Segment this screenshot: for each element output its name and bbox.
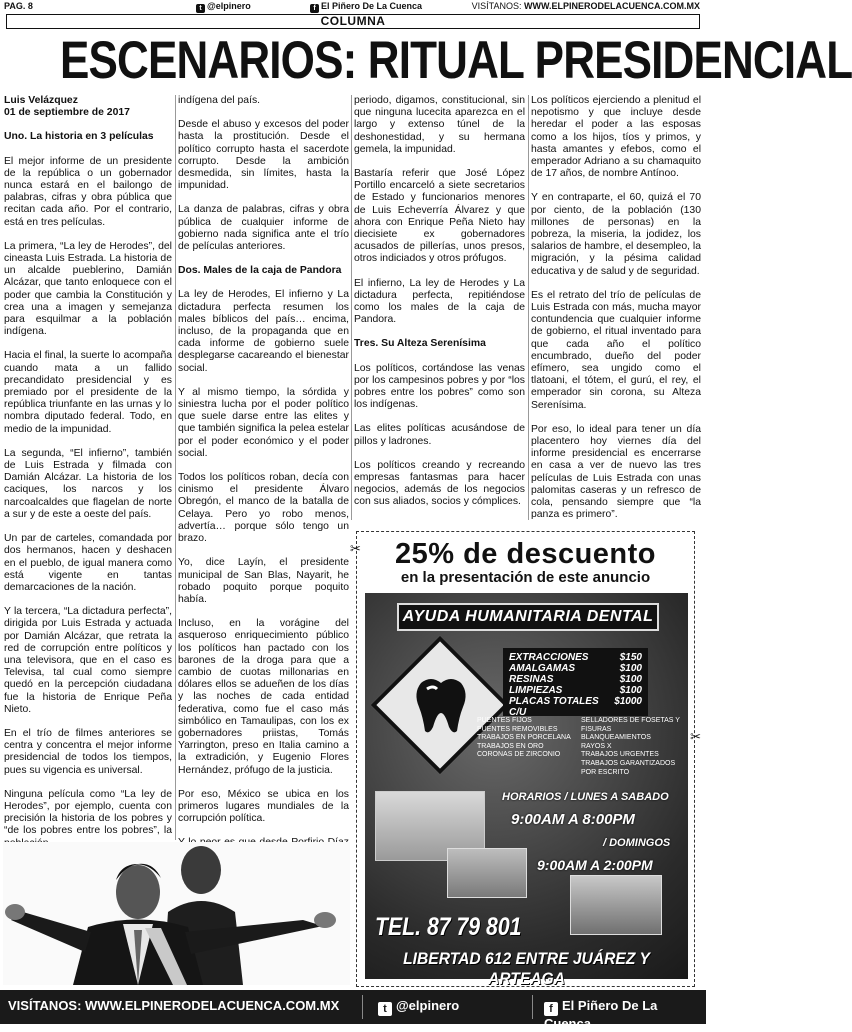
service-item: RAYOS X xyxy=(581,742,612,750)
price-row xyxy=(509,696,642,718)
article-column-2 xyxy=(178,95,349,837)
price-service: RESINAS xyxy=(509,674,554,685)
paragraph: En el trío de filmes anteriores se centra y concentra el mejor informe presidencial de todos los tiempos, pues su vigencia es universal. xyxy=(4,727,172,776)
page-number: PAG. 8 xyxy=(4,1,33,11)
service-item: PUENTES FIJOS xyxy=(477,717,532,724)
top-facebook[interactable] xyxy=(310,0,422,13)
top-facebook-name: El Piñero De La Cuenca xyxy=(321,1,423,11)
news-photo xyxy=(3,842,350,985)
subhead: Uno. La historia en 3 películas xyxy=(4,131,154,143)
paragraph: El infierno, La ley de Herodes y La dictadura perfecta, repitiéndose como los males de la caja de Pandora. xyxy=(354,277,525,326)
price-service: LIMPIEZAS xyxy=(509,685,563,696)
hours-sunday-label: / DOMINGOS xyxy=(603,837,671,849)
top-twitter-handle: @elpinero xyxy=(207,1,251,11)
paragraph: Un par de carteles, comandada por dos hermanos, hacen y deshacen en el pueblo, de igual manera como está vigente en tantas demarcaciones de la nación. xyxy=(4,533,172,593)
service-item: BLANQUEAMIENTOS xyxy=(581,734,651,742)
date: 01 de septiembre de 2017 xyxy=(4,107,130,119)
ad-address: LIBERTAD 612 ENTRE JUÁREZ Y ARTEAGA xyxy=(403,949,650,988)
ad-panel xyxy=(365,593,688,988)
ad-discount-headline: 25% de descuento xyxy=(394,538,657,570)
price-service: PLACAS TOTALES C/U xyxy=(509,696,599,718)
paragraph: Y en contraparte, el 60, quizá el 70 por ciento, de la población (130 millones de personas) en la pobreza, la miseria, la jodidez, los salarios de hambre, el desempleo, la migración, y la pésima calidad educativa y de salud y de seguridad. xyxy=(531,192,701,277)
ad-title: AYUDA HUMANITARIA DENTAL xyxy=(397,603,659,631)
price-list xyxy=(503,648,648,716)
service-item: CORONAS DE ZIRCONIO xyxy=(477,751,561,759)
price-value: $150 xyxy=(619,652,642,663)
paragraph: La segunda, “El infierno”, también de Luis Estrada y filmada con Damián Alcázar. La historia de los caciques, los narcos y los narcoalcaldes que flagelan de norte a sur y de este a oeste del país. xyxy=(4,447,172,520)
ad-discount-subheadline: en la presentación de este anuncio xyxy=(400,569,651,586)
headline: ESCENARIOS: RITUAL PRESIDENCIAL xyxy=(60,31,852,90)
price-value: $100 xyxy=(619,663,642,674)
top-visit-label: VISÍTANOS: xyxy=(471,1,522,11)
article-column-4 xyxy=(531,95,701,520)
footer-facebook[interactable] xyxy=(544,998,706,1032)
paragraph: Es el retrato del trío de películas de Luis Estrada con más, mucha mayor contundencia que cualquier informe de gobierno, el ritual inventado para que cada año el político encumbrado, dueño del poder efímero, sea ungido como el tlatoani, el tótem, el gurú, el rey, el emperador sin corona, su Alteza Serenísima. xyxy=(531,289,701,411)
paragraph: indígena del país. xyxy=(178,95,261,106)
service-item: TRABAJOS GARANTIZADOS POR ESCRITO xyxy=(581,759,676,776)
facebook-icon: f xyxy=(544,1002,558,1016)
service-item: TRABAJOS EN PORCELANA xyxy=(477,734,571,742)
footer-visit-link[interactable]: VISÍTANOS: WWW.ELPINERODELACUENCA.COM.MX xyxy=(8,998,340,1013)
clinic-photo xyxy=(570,875,662,935)
footer-bar xyxy=(0,990,706,1031)
section-label: COLUMNA xyxy=(6,14,700,29)
footer-divider xyxy=(532,995,533,1019)
paragraph: Todos los políticos roban, decía con cinismo el presidente Álvaro Obregón, el manco de la batalla de Celaya. Pero yo robo menos, advertía… porque sólo tengo un brazo. xyxy=(178,472,349,545)
column-divider xyxy=(528,95,529,520)
facebook-icon: f xyxy=(310,4,319,13)
top-twitter[interactable] xyxy=(196,0,251,13)
price-row xyxy=(509,652,642,663)
price-value: $100 xyxy=(619,685,642,696)
hours-label: HORARIOS / LUNES A SABADO xyxy=(502,791,669,803)
paragraph: Los políticos creando y recreando empresas fantasmas para hacer negocios, además de los negocios con sus aliados, socios y cómplices. xyxy=(354,459,525,508)
price-value: $100 xyxy=(619,674,642,685)
price-row xyxy=(509,674,642,685)
service-item: PUENTES REMOVIBLES xyxy=(477,725,558,733)
paragraph: Ninguna película como “La ley de Herodes”, por ejemplo, cuenta con precisión la historia de los pobres y “de los pobres entre los pobres”, la xyxy=(4,788,172,837)
scissors-icon: ✂ xyxy=(690,729,701,744)
paragraph: Yo, dice Layín, el presidente municipal de San Blas, Nayarit, he robado poquito porque poquito había. xyxy=(178,557,349,605)
top-visit[interactable] xyxy=(472,0,700,13)
column-divider xyxy=(175,95,176,840)
twitter-icon: t xyxy=(378,1002,392,1016)
paragraph: Las elites políticas acusándose de pillos y ladrones. xyxy=(354,423,525,447)
column-divider xyxy=(351,95,352,520)
paragraph: Los políticos, cortándose las venas por los campesinos pobres y por “los pobres entre los pobres” como son los indígenas. xyxy=(354,362,525,411)
price-row xyxy=(509,685,642,696)
price-row xyxy=(509,663,642,674)
paragraph: El mejor informe de un presidente de la república o un gobernador nunca estará en el bailongo de palabras, cifras y obra pública que recitan cada año. Por el contrario, está en tres películas. xyxy=(4,155,172,228)
paragraph: La primera, “La ley de Herodes”, del cineasta Luis Estrada. La historia de un alcalde pueblerino, Damián Alcázar, que tanto enloquece con el poder que cambia la Constitución y crea una a imagen y semejanza para esquilmar a la población indígena. xyxy=(4,240,172,338)
services-left xyxy=(477,717,577,760)
paragraph: Por eso, lo ideal para tener un día placentero hoy viernes día del informe presidencial es encerrarse en casa a ver de nuevo las tres películas de Luis Estrada con unas palomitas caseras y un refresco de cola, pensando siempre que “la panza es primero”. xyxy=(531,423,701,521)
price-value: $1000 xyxy=(614,696,642,707)
ad-phone: TEL. 87 79 801 xyxy=(375,913,522,941)
price-service: EXTRACCIONES xyxy=(509,652,589,663)
twitter-icon: t xyxy=(196,4,205,13)
article-column-1 xyxy=(4,95,172,840)
paragraph: Incluso, en la vorágine del asqueroso enriquecimiento público los políticos han pactado con los barones de la droga para que a cambio de cuotas millonarias en dólares ellos se adueñen de los días y las noches de cada entidad federativa, como fue el caso más simbólico en Tamaulipas, con los ex gobernadores priistas, Tomás Yarrington, preso en Italia camino a la extradición, y Eugenio Flores Hernández, prófugo de la justicia. xyxy=(178,618,349,776)
footer-divider xyxy=(362,995,363,1019)
paragraph: La ley de Herodes, El infierno y La dictadura perfecta resumen los males bíblicos del país… encima, incluso, de la propaganda que en cada informe de gobierno suele desplegarse cacareando el bienestar social. xyxy=(178,289,349,374)
scissors-icon: ✂ xyxy=(350,541,361,556)
paragraph: Y al mismo tiempo, la sórdida y siniestra lucha por el poder político que suele darse entre las elites y que también significa la pelea estelar por el poder económico y el poder social. xyxy=(178,386,349,459)
top-visit-url: WWW.ELPINERODELACUENCA.COM.MX xyxy=(524,1,700,11)
clinic-photo xyxy=(447,848,527,898)
service-item: TRABAJOS URGENTES xyxy=(581,751,659,759)
paragraph: Desde el abuso y excesos del poder hasta la prostitución. Desde el político corrupto hasta el sacerdote corrupto. Desde la ambición desmedida, sin límites, hasta la impunidad. xyxy=(178,119,349,192)
tooth-icon xyxy=(413,677,469,735)
paragraph: periodo, digamos, constitucional, sin que ninguna lucecita aparezca en el largo y extenso túnel de la deshonestidad, y su hermana gemela, la impunidad. xyxy=(354,95,525,155)
price-service: AMALGAMAS xyxy=(509,663,576,674)
footer-facebook-name: El Piñero De La Cuenca xyxy=(544,998,658,1031)
service-item: SELLADORES DE FOSETAS Y FISURAS xyxy=(581,717,680,733)
subhead: Dos. Males de la caja de Pandora xyxy=(178,265,342,277)
footer-twitter[interactable] xyxy=(378,998,459,1016)
hours-weekday: 9:00AM A 8:00PM xyxy=(511,811,635,828)
paragraph: Hacia el final, la suerte lo acompaña cuando mata a un fallido precandidato presidencial y es premiado por el presidente de la república triunfante en las urnas y lo nombra diputado federal. Todo, en medio de la impunidad. xyxy=(4,350,172,435)
paragraph: Bastaría referir que José López Portillo encarceló a siete secretarios de Estado y funcionarios menores de Luis Echeverría Álvarez y que ahora con Enrique Peña Nieto hay diecisiete ex gobernadores acusados de pillerías, unos presos, otros indiciados y otros prófugos. xyxy=(354,168,525,265)
top-bar xyxy=(0,0,706,13)
subhead: Tres. Su Alteza Serenísima xyxy=(354,338,486,350)
paragraph: Y la tercera, “La dictadura perfecta”, dirigida por Luis Estrada y actuada por Damián Alcázar, que retrata la red de corrupción entre políticos y una televisora, que en el caso es Televisa, tal cual como siempre quedó en la percepción ciudadana fue la historia de Enrique Peña Nieto. xyxy=(4,606,172,715)
hours-sunday: 9:00AM A 2:00PM xyxy=(537,857,653,873)
service-item: TRABAJOS EN ORO xyxy=(477,742,544,750)
paragraph: La danza de palabras, cifras y obra pública de cualquier informe de gobierno nada significa ante el trío de películas anteriores. xyxy=(178,204,349,253)
author: Luis Velázquez xyxy=(4,95,78,106)
article-column-3 xyxy=(354,95,525,520)
services-right xyxy=(581,717,685,777)
paragraph: Los políticos ejerciendo a plenitud el nepotismo y que incluye desde heredar el poder a las esposas como a los hijos, tíos y primos, y hasta amantes y efebos, como el emperador Adriano a su chamaquito de 17 años, de nombre Antínoo. xyxy=(531,95,701,180)
dental-ad-coupon xyxy=(350,531,701,988)
paragraph: Por eso, México se ubica en los primeros lugares mundiales de la corrupción política. xyxy=(178,788,349,825)
footer-twitter-handle: @elpinero xyxy=(396,998,460,1013)
